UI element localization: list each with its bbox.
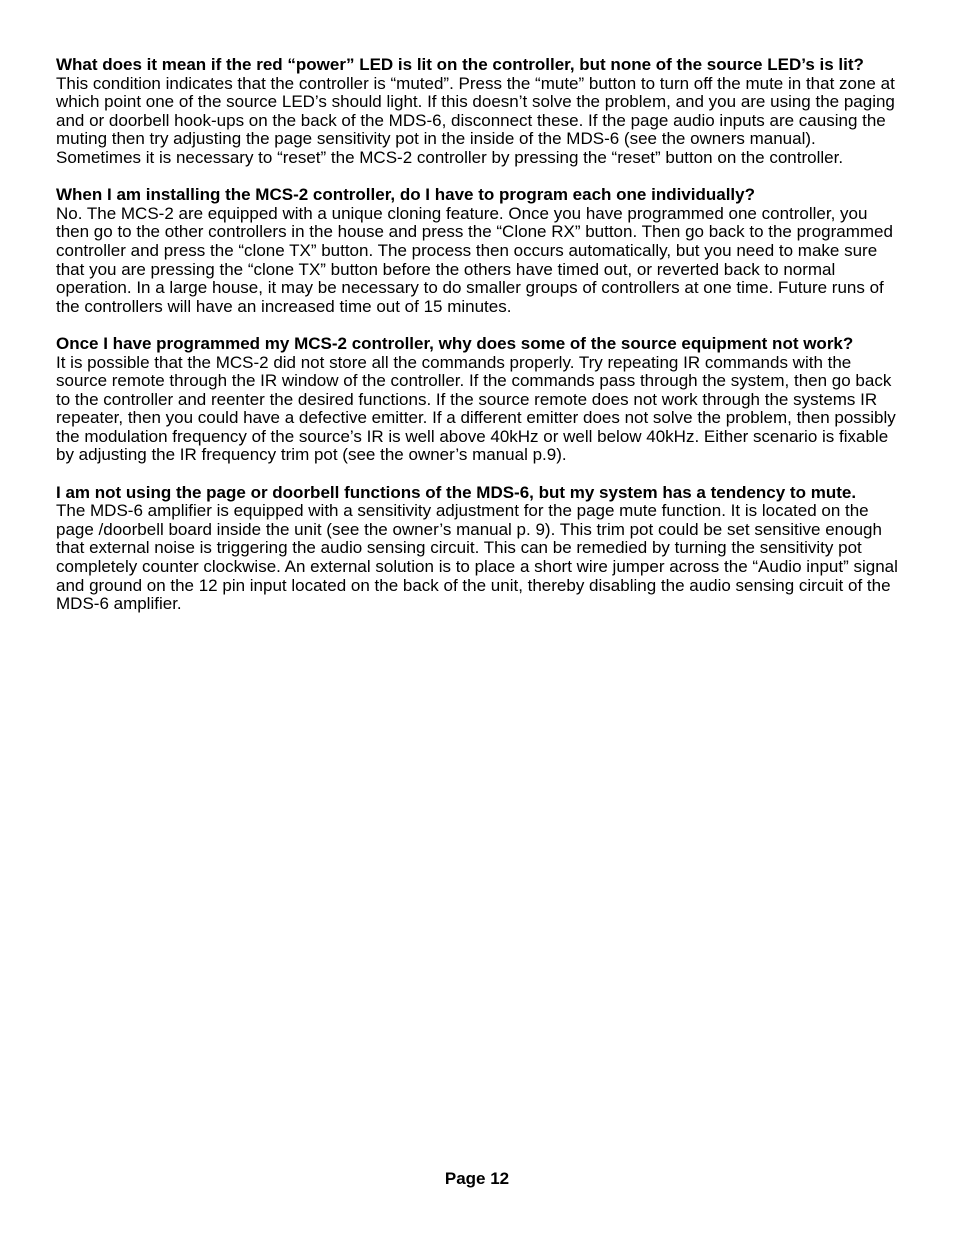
faq-item-source-equipment xyxy=(56,335,902,465)
faq-item-power-led xyxy=(56,56,902,168)
faq-question: I am not using the page or doorbell functions of the MDS-6, but my system has a tendency to mute. xyxy=(56,482,857,502)
page-number: Page 12 xyxy=(444,1169,510,1188)
faq-question: Once I have programmed my MCS-2 controller, why does some of the source equipment not work? xyxy=(56,333,854,353)
faq-item-mute-tendency xyxy=(56,484,902,614)
faq-answer: The MDS-6 amplifier is equipped with a sensitivity adjustment for the page mute function. It is located on the page /doorbell board inside the unit (see the owner’s manual p. 9). This trim pot could be set sensitive enough that external noise is triggering the audio sensing circuit. This can be remedied by turning the sensitivity pot completely counter clockwise. An external solution is to place a short wire jumper across the “Audio input” signal and ground on the 12 pin input located on the back of the unit, thereby disabling the audio sensing circuit of the MDS-6 amplifier. xyxy=(56,501,898,614)
document-body xyxy=(56,56,902,632)
faq-answer: This condition indicates that the controller is “muted”. Press the “mute” button to turn off the mute in that zone at which point one of the source LED’s should light. If this doesn’t solve the problem, and you are using the paging and or doorbell hook-ups on the back of the MDS-6, disconnect these. If the page audio inputs are causing the muting then try adjusting the page sensitivity pot in the inside of the MDS-6 (see the owners manual). Sometimes it is necessary to “reset” the MCS-2 controller by pressing the “reset” button on the controller. xyxy=(56,73,895,167)
faq-answer: No. The MCS-2 are equipped with a unique cloning feature. Once you have programmed one controller, you then go to the other controllers in the house and press the “Clone RX” button. Then go back to the programmed controller and press the “clone TX” button. The process then occurs automatically, but you need to make sure that you are pressing the “clone TX” button before the others have timed out, or reverted back to normal operation. In a large house, it may be necessary to do smaller groups of controllers at one time. Future runs of the controllers will have an increased time out of 15 minutes. xyxy=(56,203,893,316)
faq-question: When I am installing the MCS-2 controller, do I have to program each one individually? xyxy=(56,185,755,205)
faq-item-programming xyxy=(56,186,902,316)
faq-answer: It is possible that the MCS-2 did not store all the commands properly. Try repeating IR commands with the source remote through the IR window of the controller. If the commands pass through the system, then go back to the controller and reenter the desired functions. If the source remote does not work through the systems IR repeater, then you could have a defective emitter. If a different emitter does not solve the problem, then possibly the modulation frequency of the source’s IR is well above 40kHz or well below 40kHz. Either scenario is fixable by adjusting the IR frequency trim pot (see the owner’s manual p.9). xyxy=(56,352,896,465)
faq-question: What does it mean if the red “power” LED is lit on the controller, but none of the source LED’s is lit? xyxy=(56,55,864,74)
